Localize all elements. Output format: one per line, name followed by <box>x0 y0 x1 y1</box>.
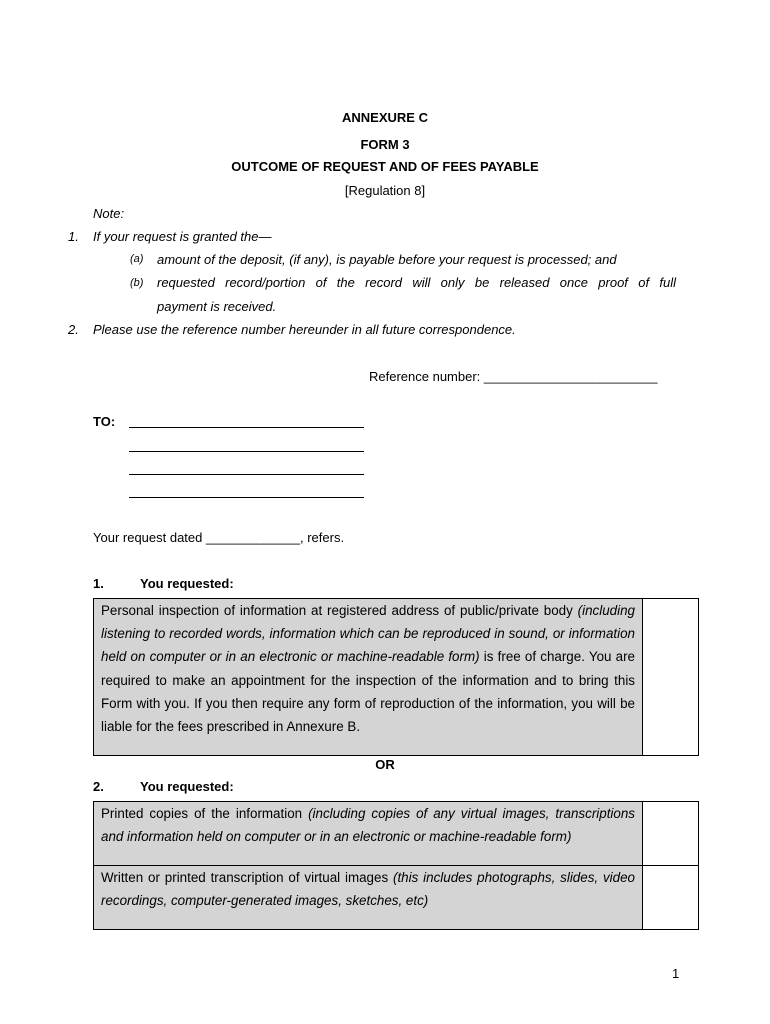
section-number: 1. <box>93 576 104 591</box>
note-subitem-label: (a) <box>130 253 144 265</box>
note-label: Note: <box>93 206 125 221</box>
option-checkbox[interactable] <box>643 802 698 865</box>
option-text: Personal inspection of information at registered address of public/private body <box>101 603 578 618</box>
section-heading: You requested: <box>140 779 234 794</box>
option-table <box>93 598 699 756</box>
option-checkbox[interactable] <box>643 599 698 755</box>
option-text: Written or printed transcription of virtual images <box>101 870 393 885</box>
or-separator: OR <box>375 757 395 772</box>
option-table <box>93 801 699 930</box>
option-text-italic: (including listening to recorded words, information which can be reproduced in sound, or information held on computer or in an electronic or machine-readable form) <box>101 603 635 665</box>
form-title: OUTCOME OF REQUEST AND OF FEES PAYABLE <box>231 159 539 174</box>
note-item-text: Please use the reference number hereunder in all future correspondence. <box>93 322 516 337</box>
note-subitem-text-continued: payment is received. <box>157 299 277 314</box>
option-row <box>94 599 698 755</box>
option-row <box>94 865 698 929</box>
option-checkbox[interactable] <box>643 866 698 929</box>
reference-number-label: Reference number: <box>369 369 481 384</box>
to-address-line[interactable] <box>129 451 364 452</box>
to-address-line[interactable] <box>129 497 364 498</box>
reference-number-field[interactable] <box>369 369 657 384</box>
annexure-title: ANNEXURE C <box>342 110 428 125</box>
note-subitem-text: amount of the deposit, (if any), is payable before your request is processed; and <box>157 252 617 267</box>
note-subitem-text: requested record/portion of the record will only be released once proof of full <box>157 275 676 290</box>
note-item-text: If your request is granted the— <box>93 229 272 244</box>
option-text-italic: (this includes photographs, slides, video recordings, computer-generated images, sketches, etc) <box>101 870 635 909</box>
option-text-italic: (including copies of any virtual images, transcriptions and information held on computer or in an electronic or machine-readable form) <box>101 806 635 845</box>
note-subitem-label: (b) <box>130 277 144 289</box>
to-address-line[interactable] <box>129 474 364 475</box>
option-description <box>94 599 643 755</box>
form-number: FORM 3 <box>360 137 410 152</box>
option-text: is free of charge. You are required to make an appointment for the inspection of the information and to bring this Form with you. If you then require any form of reproduction of the information, you will be liable for the fees prescribed in Annexure B. <box>101 649 635 735</box>
option-description <box>94 866 643 929</box>
to-label: TO: <box>93 414 116 429</box>
note-item-number: 1. <box>68 229 79 244</box>
request-dated-text: Your request dated _____________, refers. <box>93 530 345 545</box>
to-address-line[interactable] <box>129 427 364 428</box>
option-text: Printed copies of the information <box>101 806 309 821</box>
section-number: 2. <box>93 779 104 794</box>
page-number: 1 <box>672 966 680 981</box>
option-row <box>94 802 698 865</box>
option-description <box>94 802 643 865</box>
reference-number-blank[interactable]: ________________________ <box>483 369 658 384</box>
note-item-number: 2. <box>68 322 79 337</box>
section-heading: You requested: <box>140 576 234 591</box>
regulation-reference: [Regulation 8] <box>344 183 426 198</box>
